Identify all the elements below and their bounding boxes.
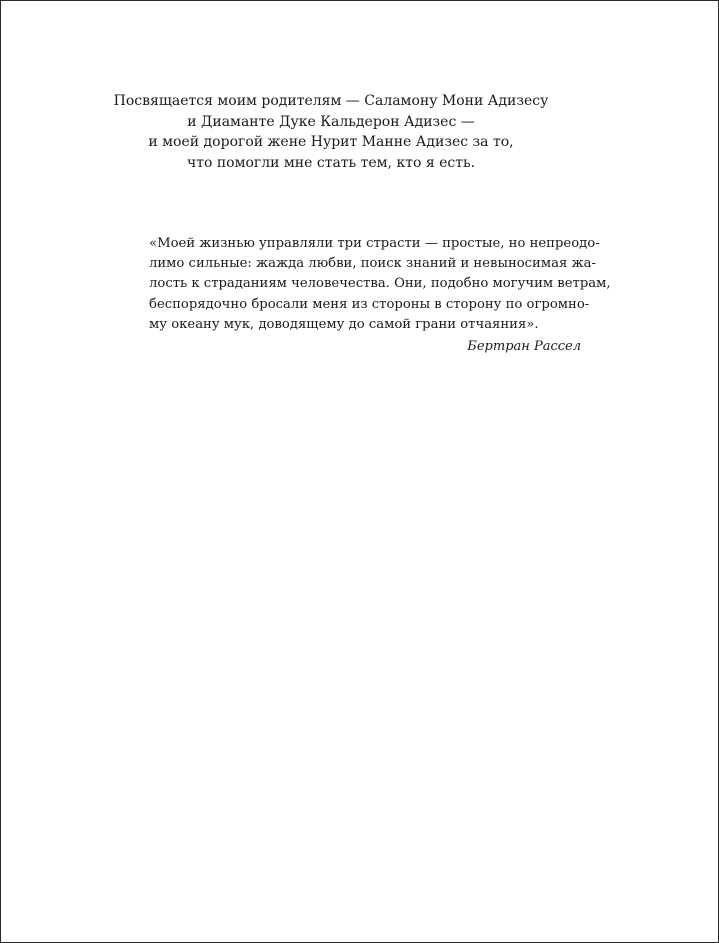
dedication-line: Посвящается моим родителям — Саламону Мони Адизесу	[113, 93, 549, 109]
epigraph-quote	[149, 234, 611, 335]
dedication-line: и Диаманте Дуке Кальдерон Адизес —	[187, 113, 475, 130]
dedication	[111, 91, 551, 173]
dedication-line: и моей дорогой жене Нурит Манне Адизес за то,	[148, 134, 514, 150]
epigraph-line: му океану мук, доводящему до самой грани отчаяния».	[149, 316, 539, 332]
epigraph-author: Бертран Рассел	[467, 339, 581, 354]
epigraph-line: «Моей жизнью управляли три страсти — простые, но непреодо-	[149, 236, 600, 251]
epigraph-line: лость к страданиям человечества. Они, подобно могучим ветрам,	[149, 276, 611, 292]
dedication-line: что помогли мне стать тем, кто я есть.	[186, 154, 476, 171]
epigraph-line: лимо сильные: жажда любви, поиск знаний и невыносимая жа-	[149, 256, 596, 272]
epigraph-line: беспорядочно бросали меня из стороны в сторону по огромно-	[149, 296, 590, 312]
